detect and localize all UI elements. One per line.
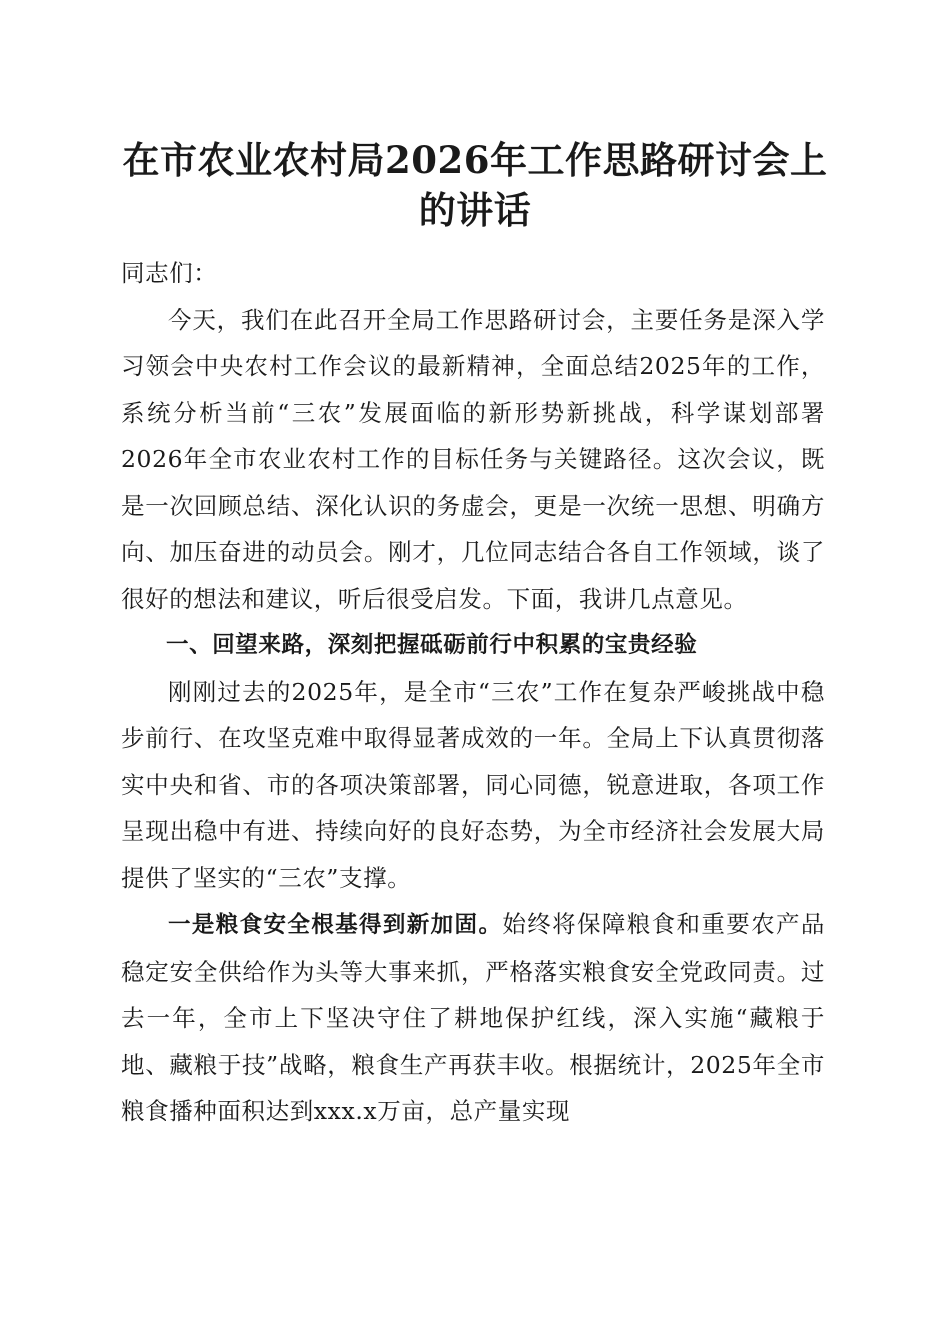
document-title: 在市农业农村局2026年工作思路研讨会上的讲话 [122,138,828,232]
point-paragraph [121,901,825,1135]
intro-paragraph: 今天，我们在此召开全局工作思路研讨会，主要任务是深入学习领会中央农村工作会议的最新精神，全面总结2025年的工作，系统分析当前“三农”发展面临的新形势新挑战，科学谋划部署2026年全市农业农村工作的目标任务与关键路径。这次会议，既是一次回顾总结、深化认识的务虚会，更是一次统一思想、明确方向、加压奋进的动员会。刚才，几位同志结合各自工作领域，谈了很好的想法和建议，听后很受启发。下面，我讲几点意见。 [121,305,825,613]
section-heading: 一、回望来路，深刻把握砥砺前行中积累的宝贵经验 [166,632,698,658]
document-body [121,250,825,1135]
section-body-paragraph: 刚刚过去的2025年，是全市“三农”工作在复杂严峻挑战中稳步前行、在攻坚克难中取得显著成效的一年。全局上下认真贯彻落实中央和省、市的各项决策部署，同心同德，锐意进取，各项工作呈现出稳中有进、持续向好的良好态势，为全市经济社会发展大局提供了坚实的“三农”支撑。 [121,677,825,892]
point-body-text: 始终将保障粮食和重要农产品稳定安全供给作为头等大事来抓，严格落实粮食安全党政同责。过去一年，全市上下坚决守住了耕地保护红线，深入实施“藏粮于地、藏粮于技”战略，粮食生产再获丰收。根据统计，2025年全市粮食播种面积达到xxx.x万亩，总产量实现 [121,910,825,1125]
point-lead-sentence: 一是粮食安全根基得到新加固。 [168,912,503,938]
salutation: 同志们： [121,259,218,287]
